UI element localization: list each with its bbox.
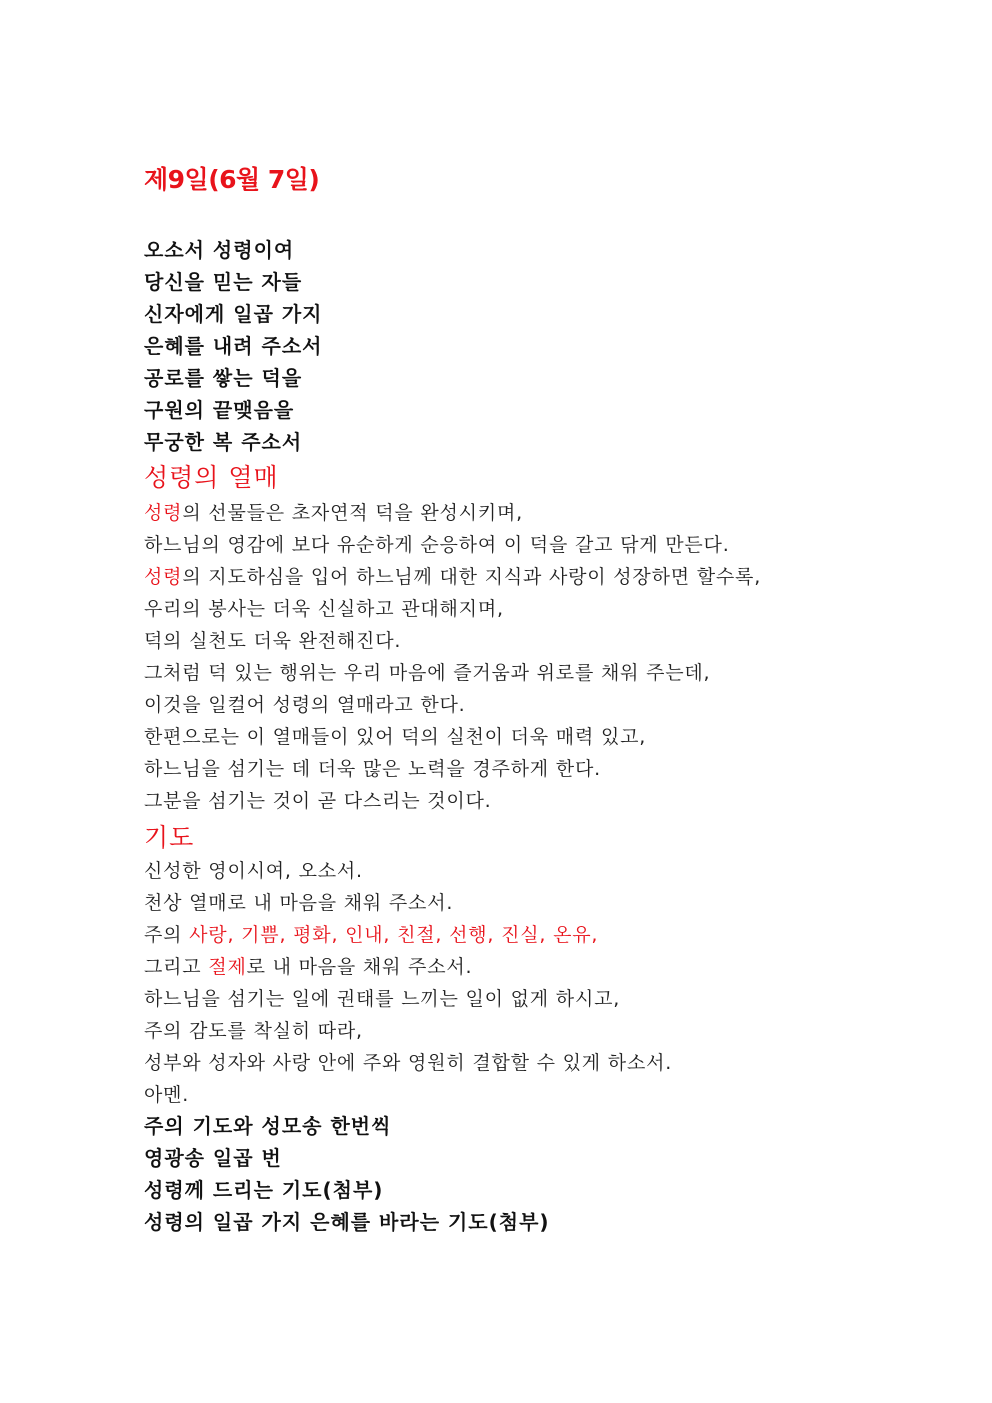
fruits-line: 한편으로는 이 열매들이 있어 덕의 실천이 더욱 매력 있고, — [144, 726, 647, 748]
highlight-word: 절제 — [208, 956, 247, 978]
line-text: 의 지도하심을 입어 하느님께 대한 지식과 사랑이 성장하면 할수록, — [182, 566, 762, 588]
fruits-heading: 성령의 열매 — [144, 463, 279, 492]
hymn-line: 구원의 끝맺음을 — [144, 398, 295, 422]
hymn-line: 오소서 성령이여 — [144, 238, 295, 262]
line-text: 의 선물들은 초자연적 덕을 완성시키며, — [182, 502, 523, 524]
fruits-list: 사랑, 기쁨, 평화, 인내, 친절, 선행, 진실, 온유, — [189, 924, 599, 946]
highlight-word: 성령 — [144, 566, 183, 588]
highlight-word: 성령 — [144, 502, 183, 524]
hymn-verse — [144, 234, 323, 458]
hymn-line: 신자에게 일곱 가지 — [144, 302, 323, 326]
fruits-line: 덕의 실천도 더욱 완전해진다. — [144, 630, 402, 652]
prayer-line: 주의 감도를 착실히 따라, — [144, 1020, 363, 1042]
prayer-paragraph — [144, 855, 672, 1111]
instruction-line: 성령께 드리는 기도(첨부) — [144, 1178, 384, 1202]
fruits-line: 우리의 봉사는 더욱 신실하고 관대해지며, — [144, 598, 504, 620]
fruits-paragraph — [144, 497, 761, 817]
fruits-line — [144, 561, 761, 593]
hymn-line: 공로를 쌓는 덕을 — [144, 366, 303, 390]
hymn-line: 은혜를 내려 주소서 — [144, 334, 323, 358]
fruits-line — [144, 497, 761, 529]
fruits-line: 하느님을 섬기는 데 더욱 많은 노력을 경주하게 한다. — [144, 758, 601, 780]
instruction-line: 성령의 일곱 가지 은혜를 바라는 기도(첨부) — [144, 1210, 550, 1234]
prayer-line: 하느님을 섬기는 일에 권태를 느끼는 일이 없게 하시고, — [144, 988, 621, 1010]
line-text: 그리고 — [144, 956, 209, 978]
hymn-line: 무궁한 복 주소서 — [144, 430, 303, 454]
fruits-line: 그처럼 덕 있는 행위는 우리 마음에 즐거움과 위로를 채워 주는데, — [144, 662, 711, 684]
fruits-line: 하느님의 영감에 보다 유순하게 순응하여 이 덕을 갈고 닦게 만든다. — [144, 534, 730, 556]
prayer-line: 성부와 성자와 사랑 안에 주와 영원히 결합할 수 있게 하소서. — [144, 1052, 673, 1074]
prayer-heading: 기도 — [144, 823, 195, 852]
hymn-line: 당신을 믿는 자들 — [144, 270, 303, 294]
line-text: 로 내 마음을 채워 주소서. — [246, 956, 473, 978]
prayer-line — [144, 919, 672, 951]
prayer-line — [144, 951, 672, 983]
fruits-line: 그분을 섬기는 것이 곧 다스리는 것이다. — [144, 790, 492, 812]
prayer-line: 신성한 영이시여, 오소서. — [144, 860, 363, 882]
fruits-line: 이것을 일컬어 성령의 열매라고 한다. — [144, 694, 466, 716]
day-title: 제9일(6월 7일) — [144, 165, 320, 194]
line-text: 주의 — [144, 924, 190, 946]
instruction-line: 주의 기도와 성모송 한번씩 — [144, 1114, 392, 1138]
prayer-line: 아멘. — [144, 1084, 190, 1106]
prayer-line: 천상 열매로 내 마음을 채워 주소서. — [144, 892, 454, 914]
instruction-line: 영광송 일곱 번 — [144, 1146, 282, 1170]
closing-instructions — [144, 1110, 550, 1238]
